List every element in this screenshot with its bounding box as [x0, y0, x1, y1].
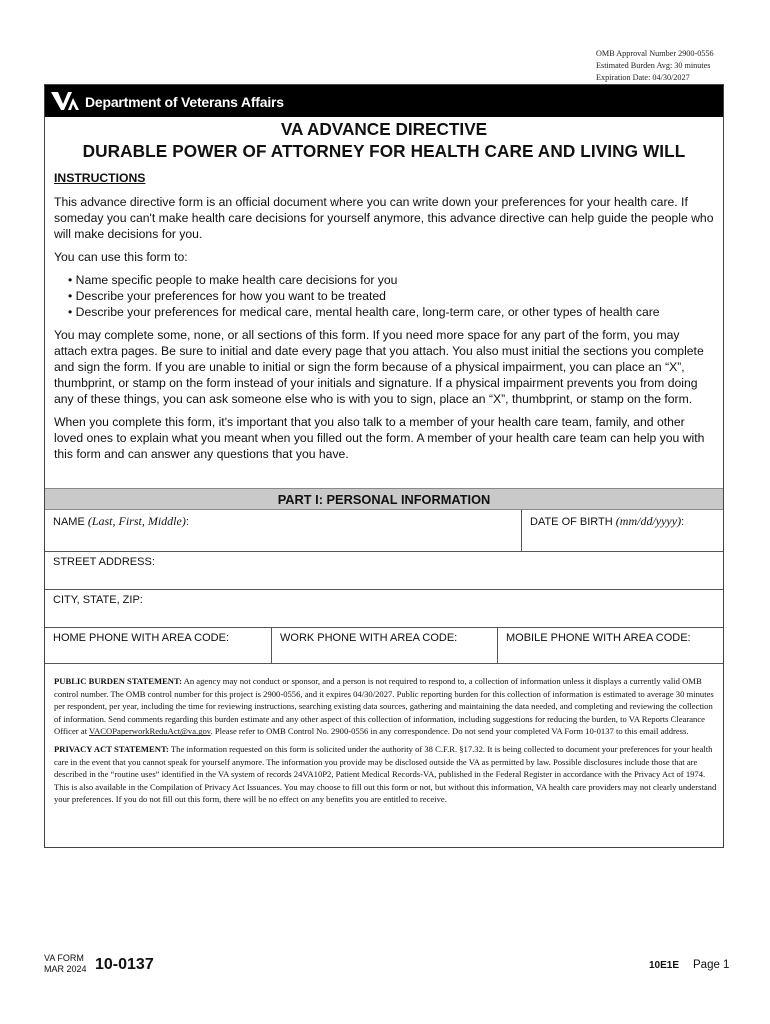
burden-heading: PUBLIC BURDEN STATEMENT:	[54, 676, 182, 686]
footer-form-label	[44, 953, 87, 975]
form-title: VA ADVANCE DIRECTIVE	[280, 119, 488, 139]
instructions-heading: INSTRUCTIONS	[54, 171, 146, 185]
public-burden-statement	[54, 675, 718, 738]
name-dob-row	[45, 510, 723, 552]
omb-approval-number: OMB Approval Number 2900-0556	[596, 49, 714, 58]
name-hint: (Last, First, Middle)	[87, 514, 186, 528]
work-phone-field[interactable]	[271, 628, 497, 663]
phone-row	[45, 628, 723, 664]
form-subtitle: DURABLE POWER OF ATTORNEY FOR HEALTH CARE AND LIVING WILL	[82, 141, 686, 161]
list-item: • Describe your preferences for medical care, mental health care, long-term care, or other types of health care	[68, 304, 714, 320]
form-number: 10-0137	[95, 956, 154, 973]
street-address-field[interactable]	[45, 552, 723, 590]
agency-header	[45, 85, 723, 117]
dob-hint: (mm/dd/yyyy)	[615, 514, 682, 528]
va-seal-icon	[49, 88, 81, 114]
date-of-birth-field[interactable]	[521, 510, 723, 551]
omb-estimated-burden: Estimated Burden Avg: 30 minutes	[596, 60, 711, 70]
va-form-label: VA FORM	[44, 953, 84, 963]
name-label-text: NAME	[53, 516, 85, 528]
instructions-paragraph: When you complete this form, it's important that you also talk to a member of your health care team, family, and other loved ones to explain what you meant when you filled out the form. A member of your health care team can help you with this form and can answer any questions that you have.	[54, 415, 705, 461]
instructions-paragraph: You can use this form to:	[54, 250, 188, 264]
name-field[interactable]	[45, 510, 521, 551]
home-phone-field[interactable]	[45, 628, 271, 663]
instructions-paragraph: This advance directive form is an official document where you can write down your preferences for your health care. If someday you can't make health care decisions for yourself anymore, this advance directive can help guide the people who will make decisions for you.	[54, 195, 714, 241]
omb-info	[596, 48, 756, 83]
name-colon: :	[185, 516, 189, 528]
street-address-label: STREET ADDRESS:	[53, 556, 155, 568]
department-name: Department of Veterans Affairs	[85, 94, 284, 110]
instructions-paragraph: You may complete some, none, or all sections of this form. If you need more space for any part of the form, you may attach extra pages. Be sure to initial and date every page that you attach. You also must initial the sections you complete and sign the form. If you are unable to initial or sign the form because of a physical impairment, you can place an “X”, thumbprint, or stamp on the form instead of your initials and signature. If a physical impairment prevents you from doing any of these things, you can ask someone else who is with you to sign, place an “X”, thumbprint, or stamp on the form.	[54, 328, 704, 406]
mobile-phone-label: MOBILE PHONE WITH AREA CODE:	[506, 632, 691, 644]
paperwork-email-link[interactable]: VACOPaperworkReduAct@va.gov	[89, 726, 211, 737]
instructions-section	[54, 170, 714, 469]
mobile-phone-field[interactable]	[497, 628, 723, 663]
list-item: • Name specific people to make health care decisions for you	[68, 272, 714, 288]
burden-text-continued: . Please refer to OMB Control No. 2900-0556 in any correspondence. Do not send your completed VA Form 10-0137 to this email address.	[210, 726, 689, 737]
dob-field-label	[530, 514, 684, 529]
city-state-zip-field[interactable]	[45, 590, 723, 628]
city-state-zip-label: CITY, STATE, ZIP:	[53, 594, 143, 606]
dob-label-text: DATE OF BIRTH	[530, 516, 613, 528]
privacy-text: The information requested on this form is solicited under the authority of 38 C.F.R. §17.32. It is being collected to document your preferences for your health care in the event that you cannot speak for yourself anymore. The information you provide may be disclosed outside the VA as permitted by law. Possible disclosures include those that are described in the “routine uses” identified in the VA system of records 24VA10P2, Patient Medical Records-VA, published in the Federal Register in accordance with the Privacy Act of 1974. This is also available in the Compilation of Privacy Act Issuances. You may choose to fill out this form or not, but without this information, VA health care providers may not clearly understand your preferences. If you do not fill out this form, there will be no effect on any benefits you are entitled to receive.	[54, 743, 717, 805]
privacy-act-statement	[54, 743, 718, 806]
legal-statements	[54, 675, 718, 811]
instructions-list	[54, 272, 714, 320]
list-item: • Describe your preferences for how you want to be treated	[68, 288, 714, 304]
part1-title: PART I: PERSONAL INFORMATION	[277, 492, 491, 507]
home-phone-label: HOME PHONE WITH AREA CODE:	[53, 632, 230, 644]
form-frame	[44, 84, 724, 848]
page-number: Page 1	[693, 959, 730, 971]
work-phone-label: WORK PHONE WITH AREA CODE:	[280, 632, 458, 644]
omb-expiration-date: Expiration Date: 04/30/2027	[596, 72, 690, 82]
dob-colon: :	[681, 516, 685, 528]
name-field-label	[53, 514, 189, 529]
burden-text: An agency may not conduct or sponsor, and a person is not required to respond to, a collection of information unless it displays a currently valid OMB control number. The OMB control number for this project is 2900-0556, and it expires 04/30/2027. Public reporting burden for this collection of information is estimated to average 30 minutes per respondent, per year, including the time for reviewing instructions, searching existing data sources, gathering and maintaining the data needed, and completing and reviewing the collection of information. Send comments regarding this burden estimate and any other aspect of this collection of information, including suggestions for reducing the burden, to VA Reports Clearance Officer at	[54, 676, 714, 737]
form-revision-date: MAR 2024	[44, 964, 87, 974]
part1-header	[45, 488, 723, 510]
office-code: 10E1E	[649, 960, 680, 971]
privacy-heading: PRIVACY ACT STATEMENT:	[54, 743, 169, 754]
